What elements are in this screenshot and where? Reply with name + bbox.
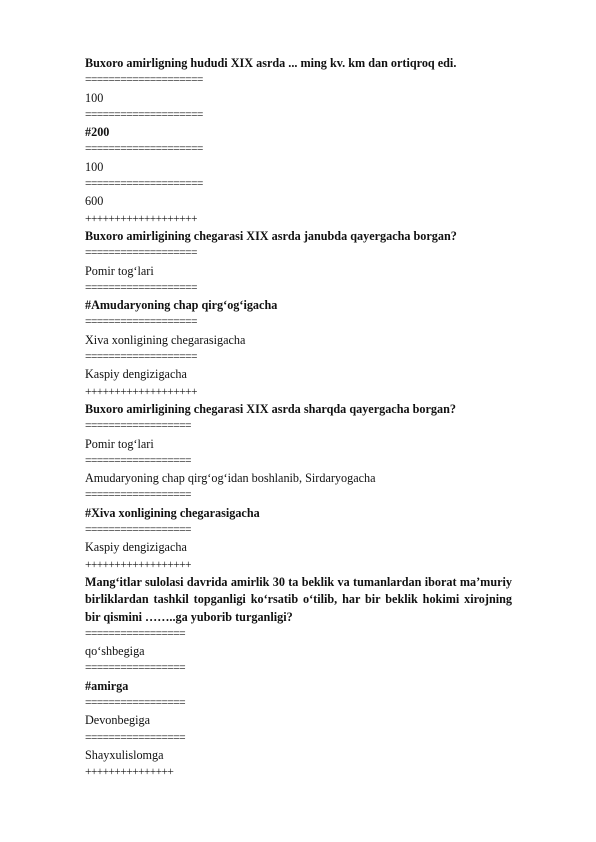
question-3: Buxoro amirligining chegarasi XIX asrda sharqda qayergacha borgan? — [85, 401, 456, 416]
separator: ==================== — [85, 143, 203, 156]
separator: ================= — [85, 662, 186, 675]
separator: =================== — [85, 247, 197, 260]
question-2: Buxoro amirligining chegarasi XIX asrda janubda qayergacha borgan? — [85, 228, 457, 243]
correct-answer: #Amudaryoning chap qirg‘og‘igacha — [85, 298, 278, 313]
question-4: Mang‘itlar sulolasi davrida amirlik 30 ta beklik va tumanlardan iborat ma’muriy birliklardan tashkil topganligi ko‘rsatib o‘tilib, har bir beklik hokimi xirojning bir qismini ……..ga yuborib turganligi? — [85, 574, 512, 624]
question-divider: +++++++++++++++++++ — [85, 212, 197, 225]
separator: =================== — [85, 316, 197, 329]
separator: ================== — [85, 524, 191, 537]
answer-option: Pomir tog‘lari — [85, 263, 154, 278]
separator: ================= — [85, 627, 186, 640]
separator: ================== — [85, 454, 191, 467]
answer-option: Pomir tog‘lari — [85, 436, 154, 451]
separator: =================== — [85, 281, 197, 294]
correct-answer: #200 — [85, 125, 110, 140]
correct-answer: #Xiva xonligining chegarasigacha — [85, 505, 260, 520]
answer-option: 100 — [85, 159, 104, 174]
answer-option: Devonbegiga — [85, 713, 150, 728]
answer-option: 600 — [85, 194, 104, 209]
question-1: Buxoro amirligning hududi XIX asrda ... ming kv. km dan ortiqroq edi. — [85, 56, 457, 70]
separator: ================= — [85, 731, 186, 744]
answer-option: Kaspiy dengizigacha — [85, 540, 187, 555]
question-divider: +++++++++++++++++++ — [85, 385, 197, 398]
answer-option: Shayxulislomga — [85, 747, 164, 762]
separator: ==================== — [85, 108, 203, 121]
correct-answer: #amirga — [85, 678, 129, 693]
separator: ================== — [85, 489, 191, 502]
answer-option: Xiva xonligining chegarasigacha — [85, 332, 246, 347]
separator: ==================== — [85, 178, 203, 191]
answer-option: 100 — [85, 90, 104, 105]
answer-option: qo‘shbegiga — [85, 644, 145, 659]
separator: ================= — [85, 696, 186, 709]
answer-option: Amudaryoning chap qirg‘og‘idan boshlanib, Sirdaryogacha — [85, 471, 376, 486]
separator: ================== — [85, 420, 191, 433]
separator: =================== — [85, 351, 197, 364]
question-divider: ++++++++++++++++++ — [85, 558, 191, 571]
question-divider: +++++++++++++++ — [85, 766, 174, 779]
document-page — [85, 55, 512, 781]
answer-option: Kaspiy dengizigacha — [85, 367, 187, 382]
separator: ==================== — [85, 74, 203, 87]
